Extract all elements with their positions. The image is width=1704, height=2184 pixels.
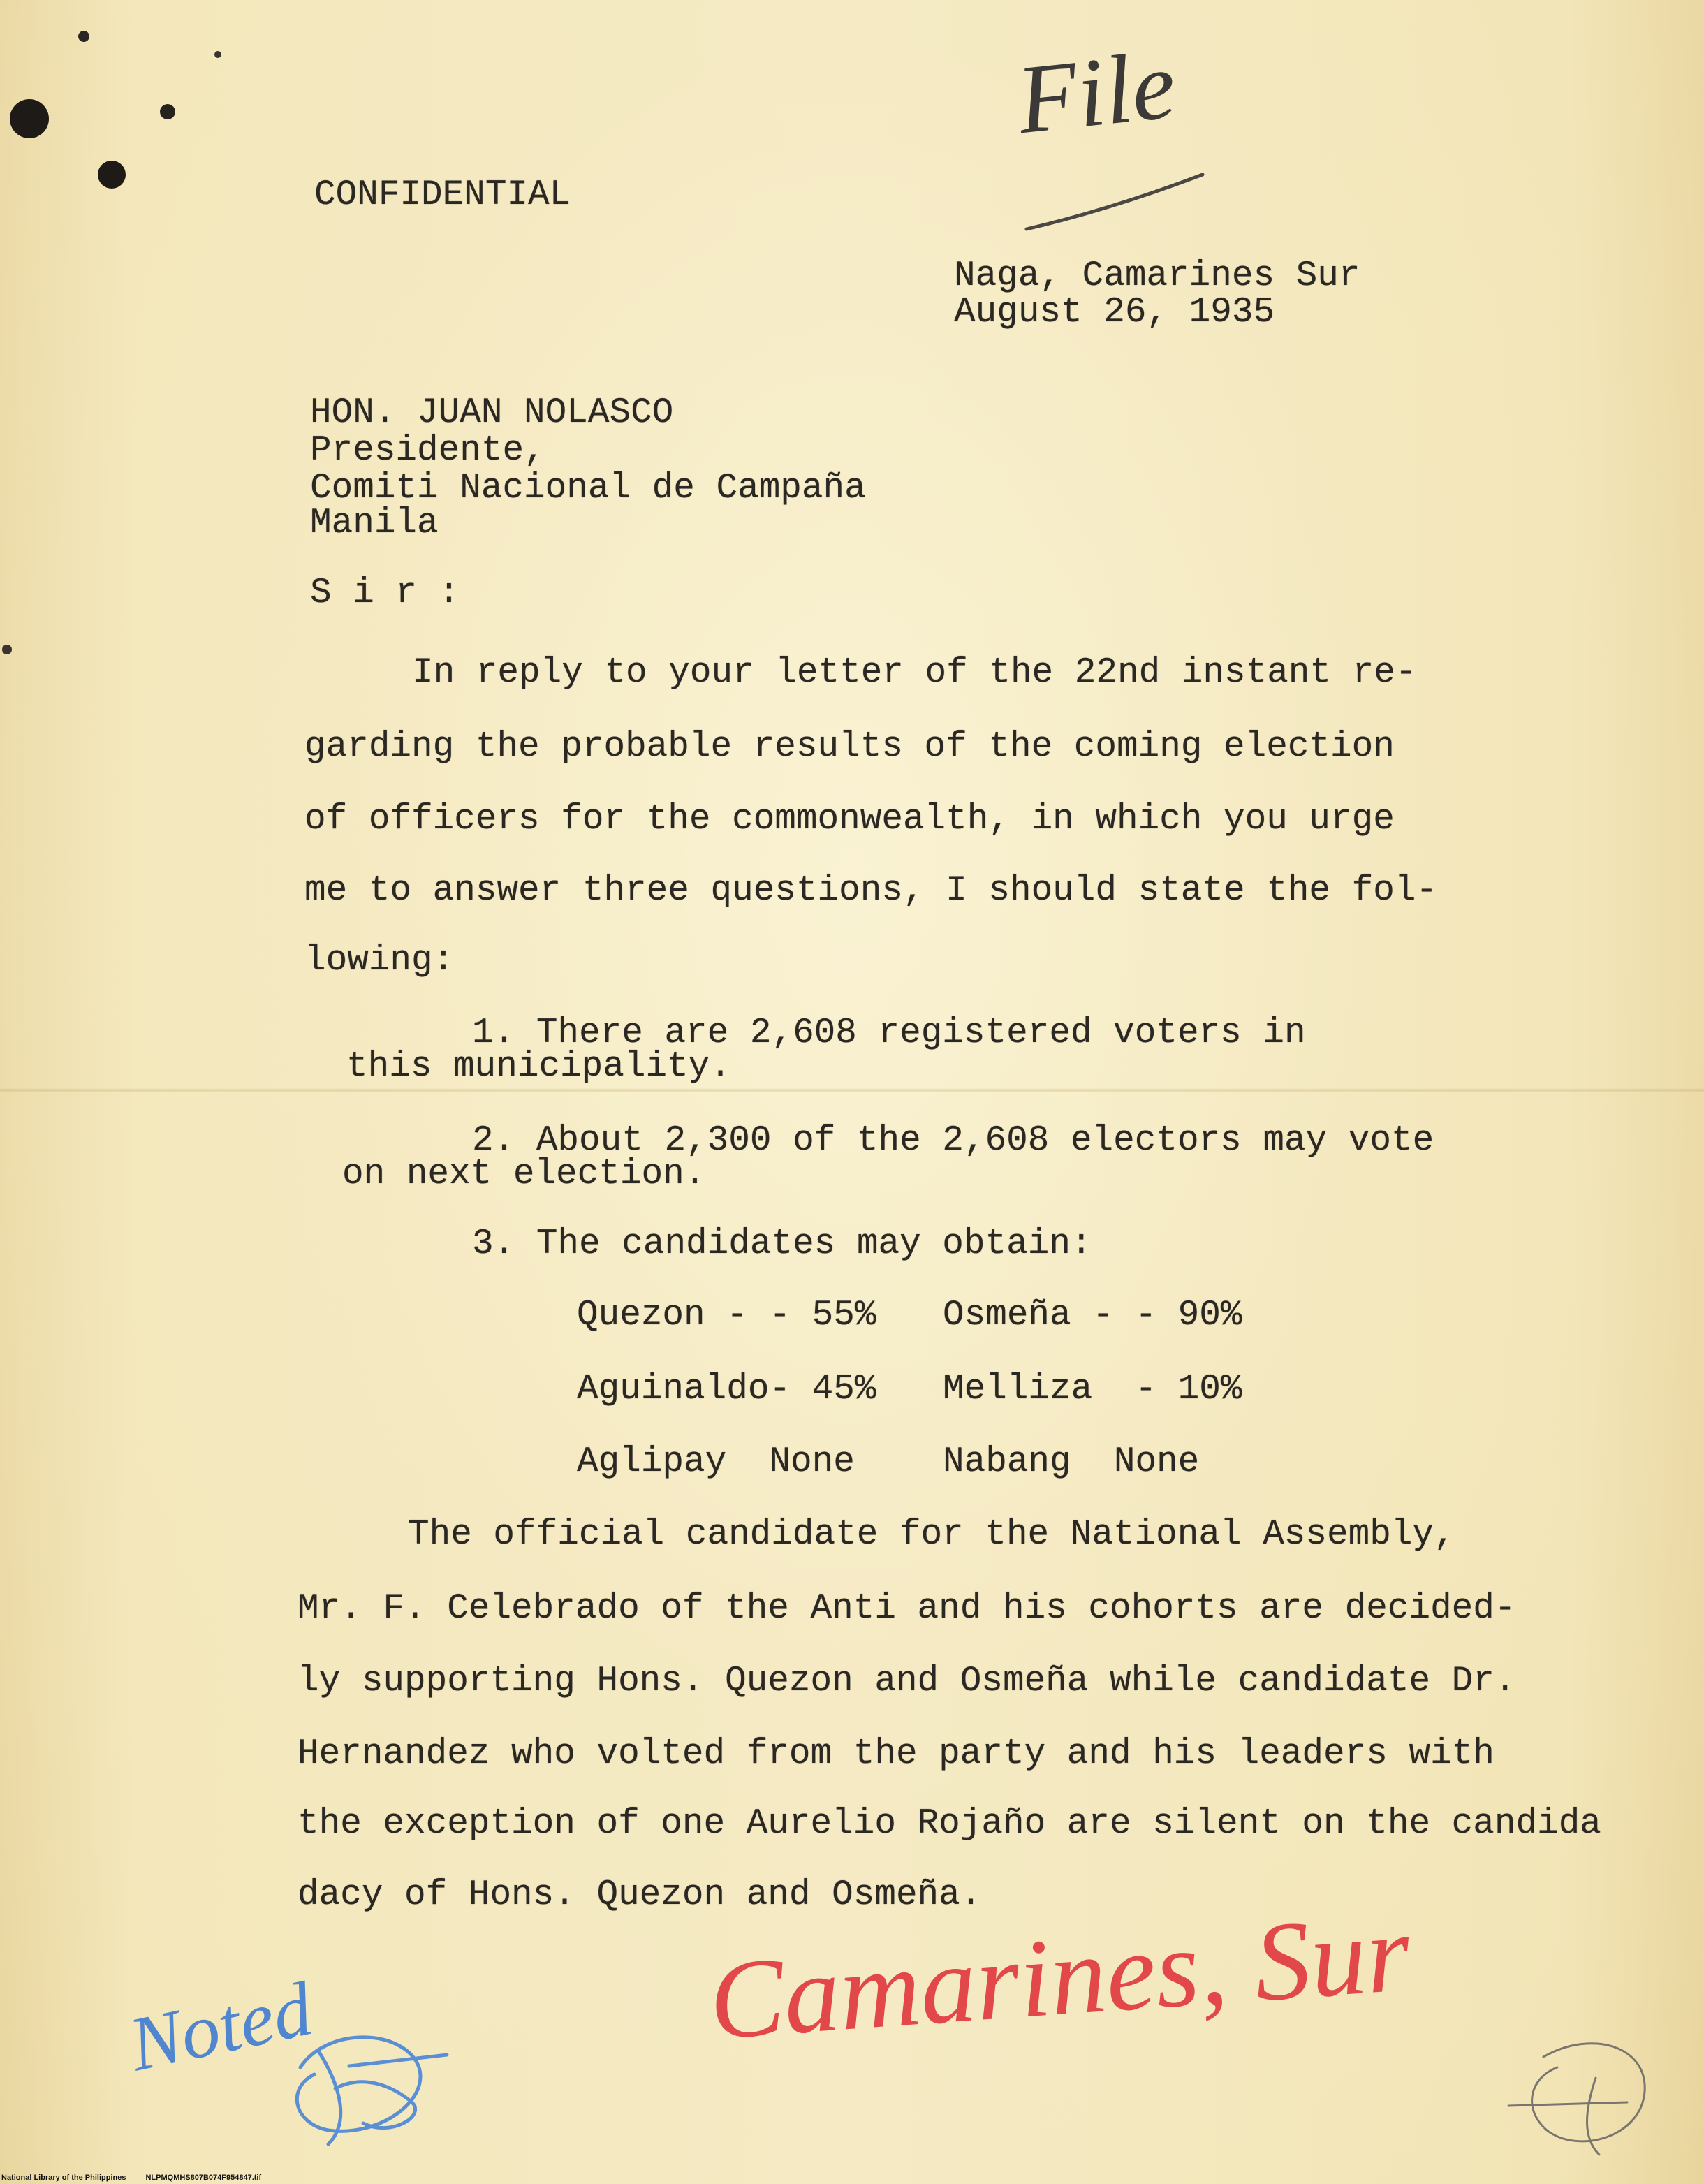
archive-file-name: NLPMQMHS807B074F954847.tif <box>145 2174 262 2182</box>
signature-stroke <box>1587 2078 1600 2155</box>
letter-date: August 26, 1935 <box>954 293 1275 332</box>
body-line: garding the probable results of the coming election <box>304 727 1395 767</box>
body-line: of officers for the commonwealth, in which you urge <box>304 800 1395 840</box>
signature-stroke <box>1508 2102 1627 2106</box>
ink-blot <box>214 51 221 58</box>
closing-line: The official candidate for the National Assembly, <box>408 1515 1455 1555</box>
salutation: S i r : <box>310 573 460 613</box>
body-line: me to answer three questions, I should state the fol- <box>304 871 1438 911</box>
recipient-organization: Comiti Nacional de Campaña <box>310 469 866 508</box>
ink-blot <box>10 99 49 138</box>
recipient-name: HON. JUAN NOLASCO <box>310 393 674 433</box>
result-cell: Aguinaldo- 45% <box>577 1370 876 1409</box>
letter-place: Naga, Camarines Sur <box>954 256 1360 296</box>
item-1-line: this municipality. <box>346 1047 731 1087</box>
item-3-line: 3. The candidates may obtain: <box>472 1224 1092 1264</box>
result-cell: Melliza - 10% <box>943 1370 1242 1409</box>
item-1-line: 1. There are 2,608 registered voters in <box>472 1013 1306 1053</box>
file-underline <box>1027 175 1203 229</box>
signature-loop <box>297 2037 420 2131</box>
closing-line: the exception of one Aurelio Rojaño are silent on the candida <box>298 1804 1601 1844</box>
closing-line: ly supporting Hons. Quezon and Osmeña while candidate Dr. <box>298 1662 1516 1701</box>
ink-blot <box>78 31 89 42</box>
signature-stroke <box>349 2055 447 2066</box>
result-cell: Aglipay None <box>577 1442 855 1482</box>
classification-label: CONFIDENTIAL <box>314 175 571 215</box>
signature-loop <box>1532 2044 1645 2141</box>
handwritten-region-note: Camarines, Sur <box>705 1889 1414 2063</box>
closing-line: Mr. F. Celebrado of the Anti and his cohorts are decided- <box>298 1589 1516 1629</box>
result-cell: Quezon - - 55% <box>577 1296 876 1335</box>
handwritten-file-note: File <box>1012 30 1181 155</box>
ink-blots <box>2 31 221 654</box>
ink-blot <box>2 645 12 654</box>
handwritten-noted-note: Noted <box>122 1965 320 2088</box>
result-cell: Nabang None <box>943 1442 1200 1482</box>
recipient-city: Manila <box>310 504 439 543</box>
ink-blot <box>98 161 126 189</box>
ink-blot <box>160 104 175 119</box>
signature-stroke <box>335 2082 416 2128</box>
body-line: lowing: <box>304 941 455 981</box>
item-2-line: 2. About 2,300 of the 2,608 electors may vote <box>472 1121 1434 1161</box>
gray-initials-signature <box>1508 2044 1645 2155</box>
recipient-title: Presidente, <box>310 431 545 471</box>
blue-initials-signature <box>297 2037 447 2144</box>
archive-footer <box>1 2174 281 2183</box>
closing-line: dacy of Hons. Quezon and Osmeña. <box>298 1875 982 1915</box>
archive-name: National Library of the Philippines <box>1 2174 126 2182</box>
signature-stroke <box>318 2050 341 2144</box>
paper-fold-crease <box>0 1088 1704 1092</box>
item-2-line: on next election. <box>342 1155 706 1194</box>
body-line: In reply to your letter of the 22nd instant re- <box>412 653 1417 693</box>
closing-line: Hernandez who volted from the party and his leaders with <box>298 1734 1494 1774</box>
result-cell: Osmeña - - 90% <box>943 1296 1242 1335</box>
